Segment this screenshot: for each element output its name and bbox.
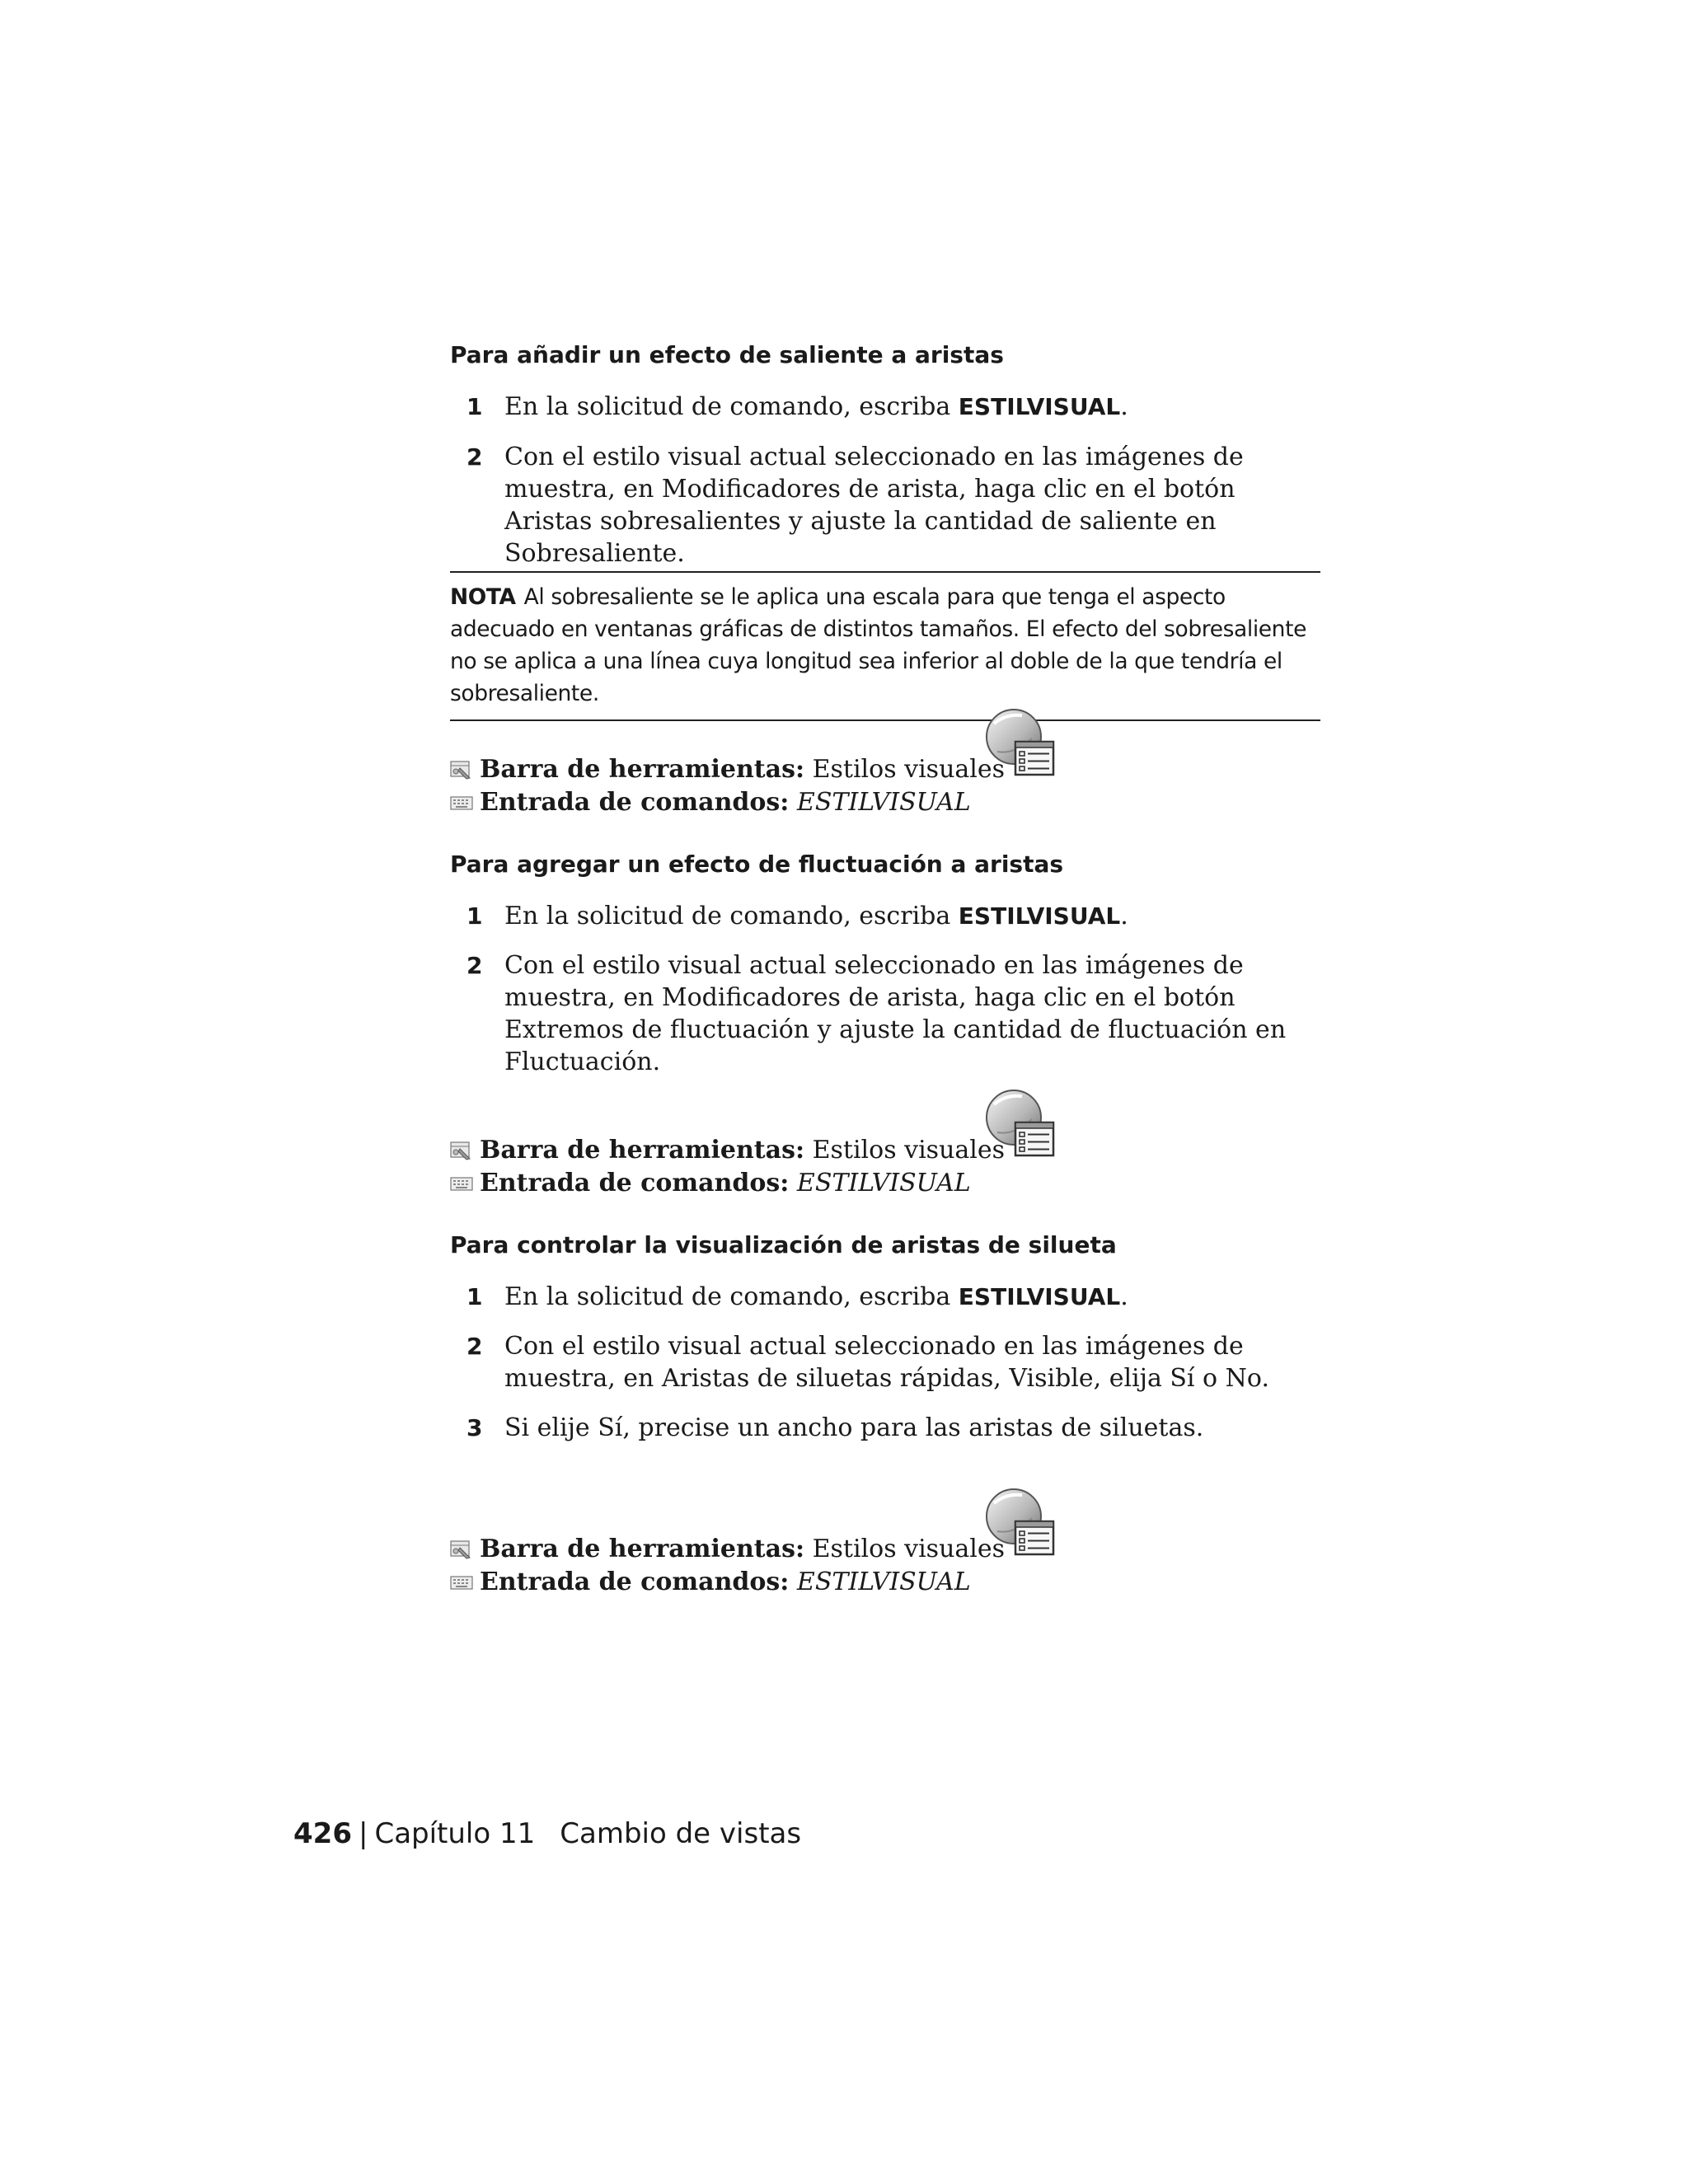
footer-separator: | <box>358 1817 368 1850</box>
step-number: 1 <box>467 902 483 930</box>
section-1-step-1 <box>450 391 1324 423</box>
chapter-label: Capítulo 11 <box>374 1817 536 1850</box>
command-label: Entrada de comandos: <box>480 1169 790 1197</box>
section-3-step-2 <box>450 1330 1324 1394</box>
command-line <box>450 1167 971 1200</box>
toolbar-line <box>450 753 1005 786</box>
section-1-step-2 <box>450 441 1324 569</box>
step-text: Con el estilo visual actual seleccionado en las imágenes de muestra, en Modificadores de arista, haga clic en el botón Aristas sobresalientes y ajuste la cantidad de saliente en Sobresaliente. <box>504 443 1244 568</box>
section-1-heading: Para añadir un efecto de saliente a aristas <box>450 341 1004 368</box>
step-number: 2 <box>467 952 483 979</box>
section-2-step-2 <box>450 949 1324 1078</box>
note-text: Al sobresaliente se le aplica una escala para que tenga el aspecto adecuado en ventanas gráficas de distintos tamaños. El efecto del sobresaliente no se aplica a una línea cuya longitud sea inferior al doble de la que tendría el sobresaliente. <box>450 584 1306 706</box>
toolbar-label: Barra de herramientas: <box>480 1136 805 1165</box>
keyboard-icon <box>450 793 473 813</box>
note-box <box>450 571 1320 721</box>
toolbar-value: Estilos visuales <box>812 1535 1006 1563</box>
section-3-step-3 <box>450 1412 1324 1444</box>
note-label: NOTA <box>450 584 516 610</box>
toolbar-label: Barra de herramientas: <box>480 755 805 784</box>
keyboard-icon <box>450 1174 473 1193</box>
command-value: ESTILVISUAL <box>796 1169 971 1197</box>
page-footer <box>293 1817 801 1850</box>
toolbar-icon <box>450 1540 473 1559</box>
section-2-heading: Para agregar un efecto de fluctuación a aristas <box>450 851 1064 878</box>
toolbar-value: Estilos visuales <box>812 1136 1006 1165</box>
section-3-step-1 <box>450 1281 1324 1313</box>
step-number: 2 <box>467 1333 483 1360</box>
step-text: En la solicitud de comando, escriba <box>504 1282 959 1311</box>
toolbar-line <box>450 1134 1005 1167</box>
step-number: 2 <box>467 443 483 471</box>
page-number: 426 <box>293 1817 352 1850</box>
command-name: ESTILVISUAL <box>958 393 1121 420</box>
step-number: 1 <box>467 1283 483 1310</box>
section-2-step-1 <box>450 900 1324 932</box>
step-text-end: . <box>1120 1282 1128 1311</box>
step-number: 3 <box>467 1414 483 1441</box>
toolbar-line <box>450 1533 1005 1566</box>
step-text: Si elije Sí, precise un ancho para las aristas de siluetas. <box>504 1413 1204 1442</box>
command-name: ESTILVISUAL <box>958 902 1121 930</box>
toolbar-label: Barra de herramientas: <box>480 1535 805 1563</box>
step-text-end: . <box>1120 392 1128 421</box>
command-label: Entrada de comandos: <box>480 1568 790 1596</box>
section-3-heading: Para controlar la visualización de aristas de silueta <box>450 1231 1117 1258</box>
step-text: Con el estilo visual actual seleccionado en las imágenes de muestra, en Aristas de siluetas rápidas, Visible, elija Sí o No. <box>504 1332 1269 1393</box>
step-text: En la solicitud de comando, escriba <box>504 392 959 421</box>
toolbar-icon <box>450 1141 473 1160</box>
command-value: ESTILVISUAL <box>796 1568 971 1596</box>
command-line <box>450 786 971 819</box>
command-label: Entrada de comandos: <box>480 788 790 817</box>
command-name: ESTILVISUAL <box>958 1283 1121 1310</box>
step-text-end: . <box>1120 902 1128 930</box>
step-number: 1 <box>467 393 483 420</box>
step-text: Con el estilo visual actual seleccionado en las imágenes de muestra, en Modificadores de arista, haga clic en el botón Extremos de fluctuación y ajuste la cantidad de fluctuación en Fluctuación. <box>504 951 1287 1076</box>
command-value: ESTILVISUAL <box>796 788 971 817</box>
toolbar-value: Estilos visuales <box>812 755 1006 784</box>
step-text: En la solicitud de comando, escriba <box>504 902 959 930</box>
toolbar-icon <box>450 760 473 780</box>
command-line <box>450 1566 971 1599</box>
keyboard-icon <box>450 1572 473 1592</box>
chapter-title: Cambio de vistas <box>560 1817 802 1850</box>
